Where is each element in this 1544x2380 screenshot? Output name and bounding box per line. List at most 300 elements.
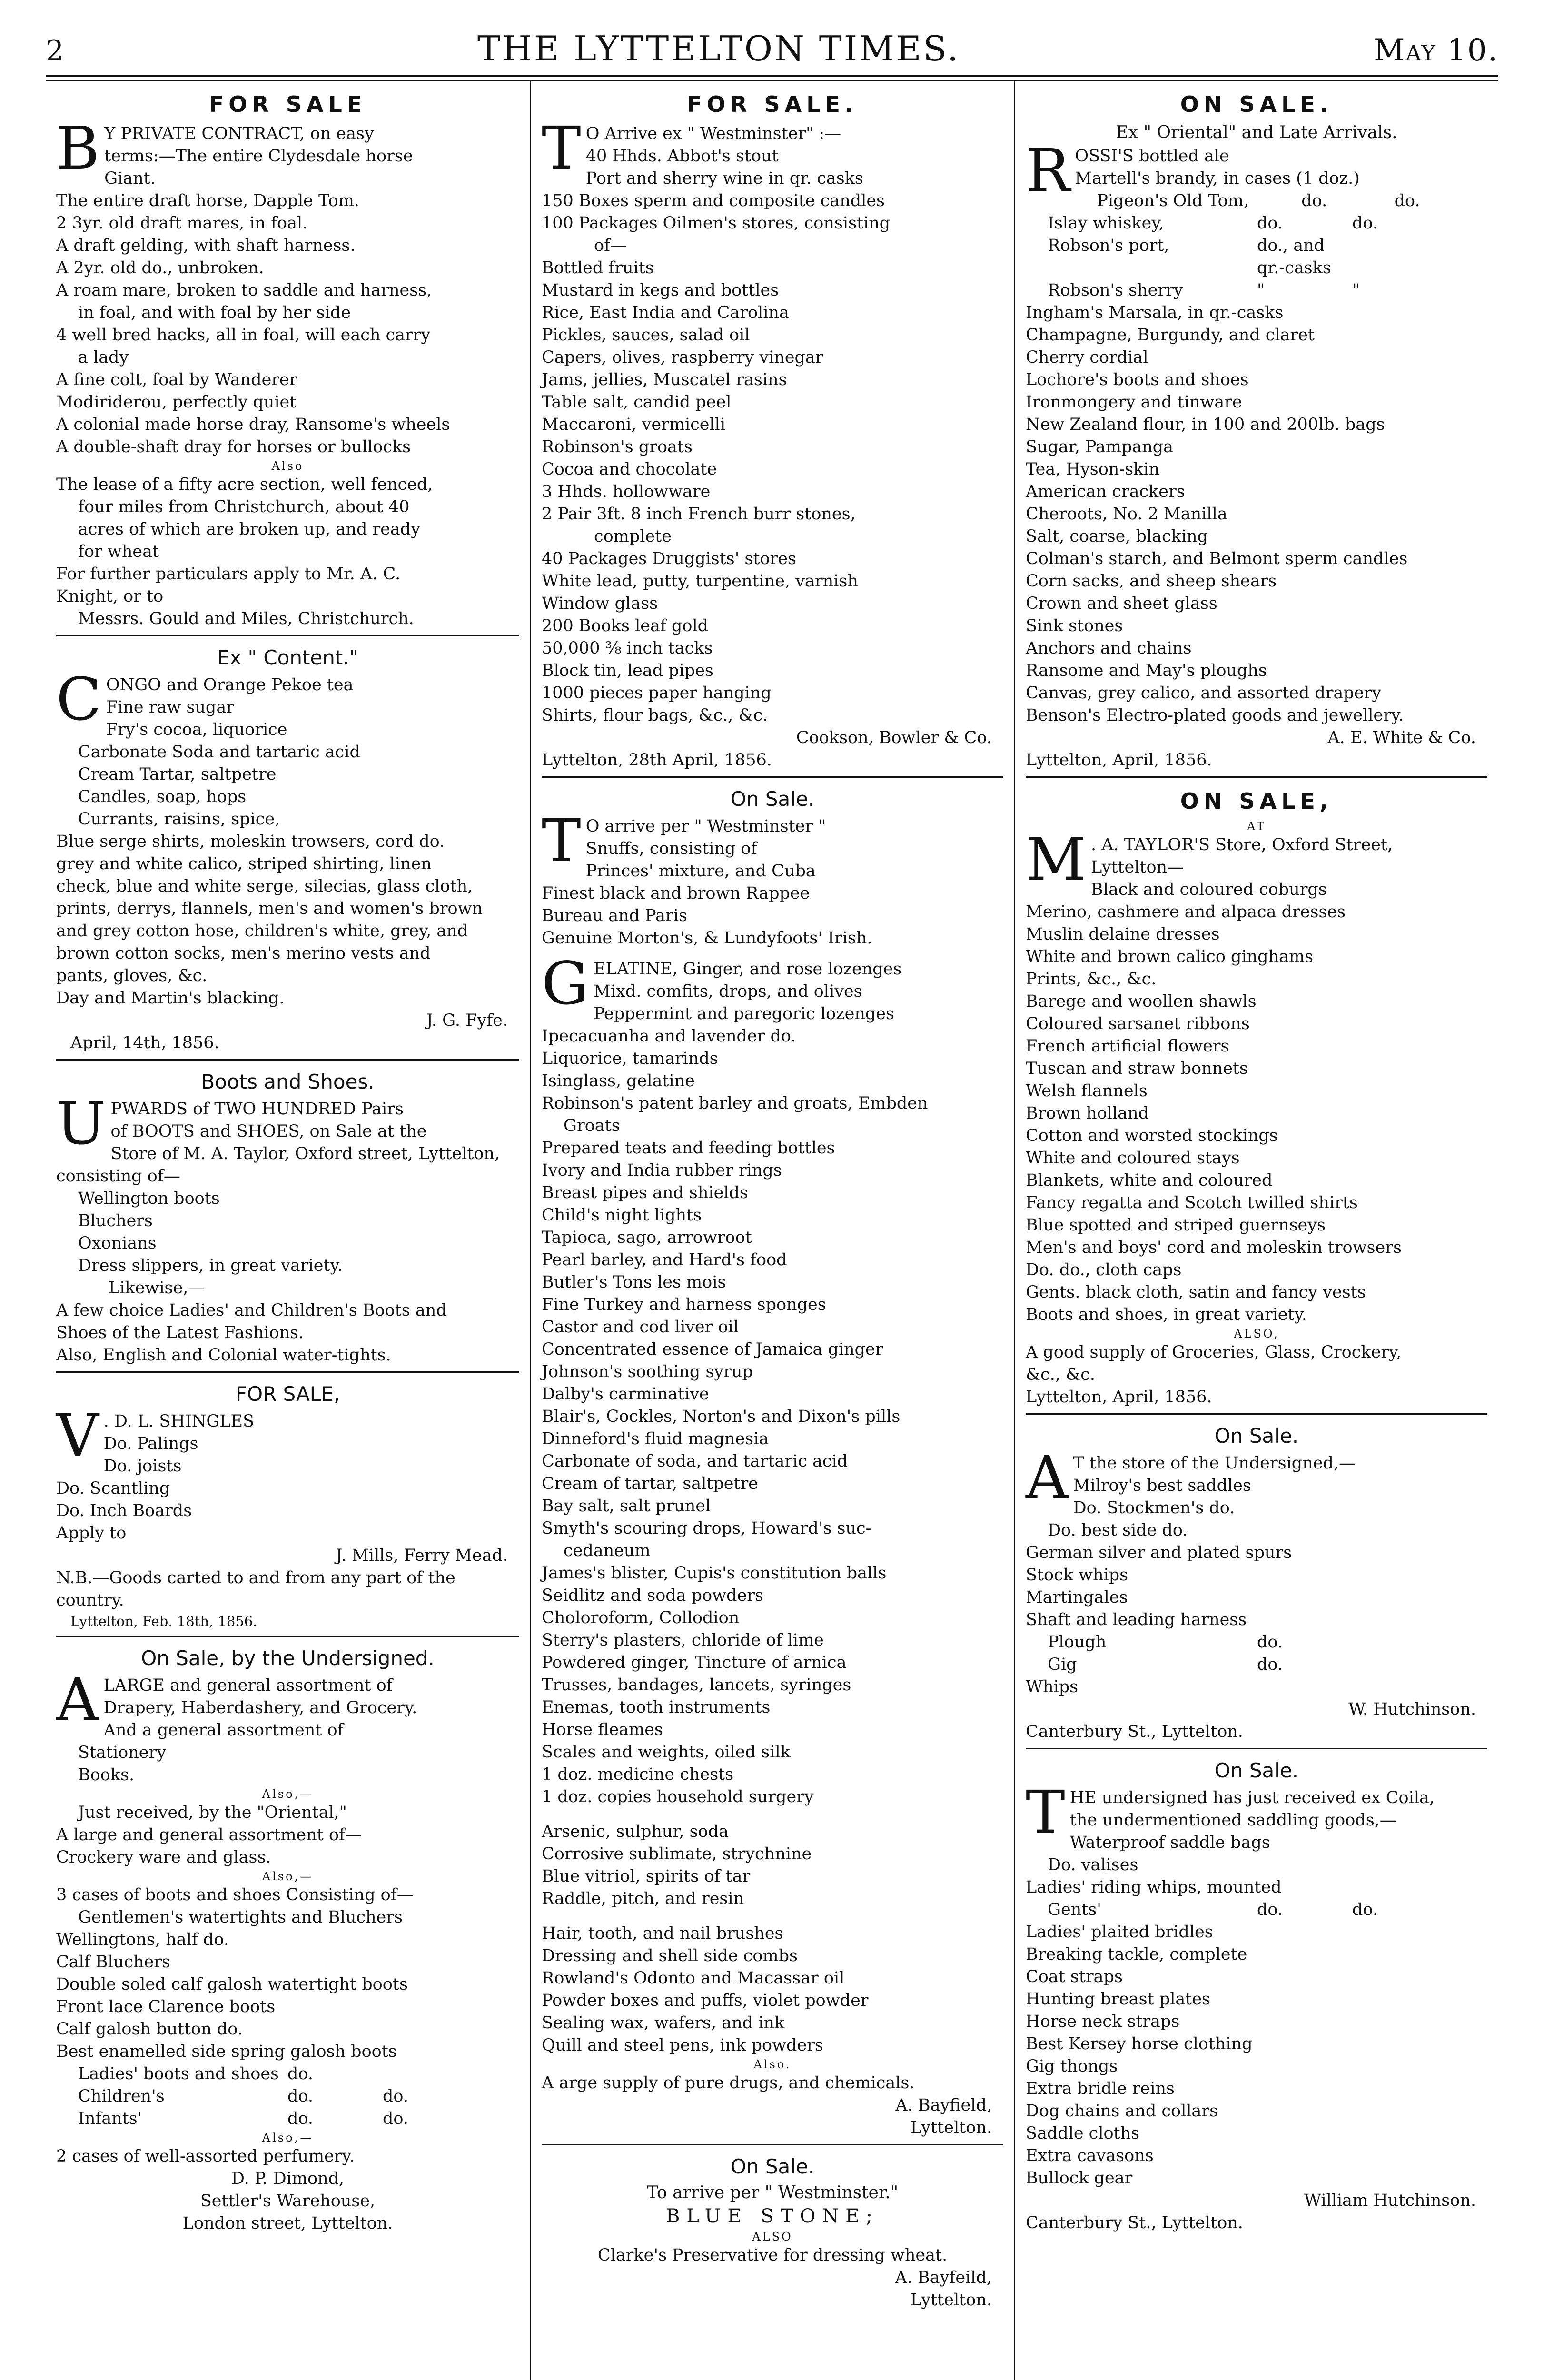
advert-line: Waterproof saddle bags: [1069, 1833, 1270, 1852]
advert-heading: ON SALE,: [1180, 788, 1333, 814]
advert-line: Apply to: [56, 1524, 127, 1543]
advert-lines: [56, 1090, 519, 1367]
advert-lines: [542, 1923, 1003, 2057]
advert-line: Rowland's Odonto and Macassar oil: [542, 1969, 845, 1988]
advert-for-sale-horses: [56, 81, 519, 635]
advert-line: Dressing and shell side combs: [542, 1946, 798, 1965]
table-cell: Gig: [1048, 1655, 1077, 1674]
advert-line: Ladies' plaited bridles: [1026, 1923, 1213, 1942]
advert-line: Seidlitz and soda powders: [542, 1586, 763, 1605]
advert-line: Prepared teats and feeding bottles: [542, 1139, 835, 1158]
advert-line: 4 well bred hacks, all in foal, will each carry: [56, 326, 431, 345]
advert-line: London street, Lyttelton.: [182, 2214, 393, 2233]
advert-line: Double soled calf galosh watertight boots: [56, 1975, 408, 1994]
advert-line: Salt, coarse, blacking: [1026, 527, 1208, 546]
advert-shingles: [56, 1371, 519, 1636]
advert-line: Carbonate Soda and tartaric acid: [78, 743, 360, 762]
advert-line: Bluchers: [78, 1211, 153, 1230]
advert-line: Cherry cordial: [1026, 348, 1148, 367]
table-row: [1026, 1654, 1487, 1676]
advert-signature: A. E. White & Co.: [1327, 728, 1476, 747]
advert-line: A. Bayfeild,: [895, 2268, 992, 2287]
advert-line: Cotton and worsted stockings: [1026, 1126, 1278, 1145]
advert-line: Giant.: [104, 169, 156, 188]
advert-heading: ON SALE.: [1180, 91, 1333, 117]
table-cell: do.: [383, 2109, 408, 2128]
advert-line: 3 cases of boots and shoes Consisting of—: [56, 1885, 414, 1904]
table-cell: do.: [287, 2064, 313, 2083]
advert-lines: [56, 1802, 519, 1869]
advert-line: Horse fleames: [542, 1720, 663, 1739]
advert-line: Quill and steel pens, ink powders: [542, 2036, 823, 2055]
advert-line: Do. valises: [1048, 1855, 1138, 1874]
advert-table: [56, 2063, 519, 2130]
table-cell: do.: [1352, 1900, 1378, 1919]
advert-line: T the store of the Undersigned,—: [1073, 1454, 1356, 1473]
advert-line: Crown and sheet glass: [1026, 594, 1217, 613]
advert-line: American crackers: [1026, 482, 1185, 501]
advert-line: 1000 pieces paper hanging: [542, 684, 772, 703]
advert-line: four miles from Christchurch, about 40: [78, 497, 410, 516]
advert-line: check, blue and white serge, silecias, glass cloth,: [56, 877, 473, 896]
drop-cap: G: [542, 950, 589, 1018]
advert-line: Lyttelton.: [910, 2118, 992, 2137]
advert-line: pants, gloves, &c.: [56, 966, 208, 985]
advert-line: Prints, &c., &c.: [1026, 970, 1157, 989]
advert-line: And a general assortment of: [103, 1721, 344, 1740]
advert-lines: [1026, 1444, 1487, 1631]
advert-line: grey and white calico, striped shirting, linen: [56, 854, 432, 873]
advert-blue-stone: [542, 2144, 1003, 2316]
advert-line: Ransome and May's ploughs: [1026, 661, 1267, 680]
also-label: Also,—: [262, 2131, 314, 2144]
advert-date: Canterbury St., Lyttelton.: [1026, 2213, 1243, 2232]
advert-lines: [56, 665, 519, 1010]
advert-line: Blue vitriol, spirits of tar: [542, 1867, 751, 1886]
advert-line: Sterry's plasters, chloride of lime: [542, 1631, 824, 1650]
table-cell: do.: [1257, 1900, 1283, 1919]
table-row: [1026, 212, 1487, 235]
advert-line: Do. best side do.: [1048, 1521, 1188, 1540]
advert-lines: [1026, 1676, 1487, 1698]
advert-signature: Cookson, Bowler & Co.: [796, 728, 992, 747]
advert-heading: FOR SALE,: [235, 1382, 340, 1406]
advert-line: Ipecacuanha and lavender do.: [542, 1027, 796, 1046]
table-cell: Pigeon's Old Tom,: [1097, 191, 1249, 210]
advert-line: Maccaroni, vermicelli: [542, 415, 726, 434]
advert-line: Corrosive sublimate, strychnine: [542, 1844, 812, 1864]
advert-line: Shaft and leading harness: [1026, 1610, 1247, 1629]
also-label: ALSO: [752, 2230, 793, 2243]
advert-line: Hair, tooth, and nail brushes: [542, 1924, 783, 1943]
advert-line: White and brown calico ginghams: [1026, 947, 1314, 966]
advert-line: Best Kersey horse clothing: [1026, 2034, 1253, 2053]
advert-line: Breast pipes and shields: [542, 1183, 748, 1202]
advert-line: Do. Inch Boards: [56, 1501, 192, 1520]
advert-line: Corn sacks, and sheep shears: [1026, 572, 1277, 591]
advert-line: Concentrated essence of Jamaica ginger: [542, 1340, 883, 1359]
advert-line: &c., &c.: [1026, 1365, 1096, 1384]
advert-line: Dog chains and collars: [1026, 2102, 1218, 2121]
advert-line: 100 Packages Oilmen's stores, consisting: [542, 214, 891, 233]
table-cell: do.: [383, 2087, 408, 2106]
table-cell: Gents': [1048, 1900, 1101, 1919]
advert-lines: [1026, 1341, 1487, 1386]
advert-line: Blue serge shirts, moleskin trowsers, cord do.: [56, 832, 445, 851]
table-cell: do.: [1257, 1633, 1283, 1652]
advert-line: Bottled fruits: [542, 258, 654, 278]
advert-line: 1 doz. copies household surgery: [542, 1787, 814, 1806]
advert-big-line: BLUE STONE;: [666, 2205, 879, 2227]
advert-heading: Ex " Content.": [217, 646, 359, 669]
advert-line: Do. Stockmen's do.: [1073, 1498, 1235, 1517]
advert-line: Pickles, sauces, salad oil: [542, 326, 750, 345]
also-label: Also,—: [262, 1787, 314, 1801]
advert-line: A. Bayfield,: [895, 2096, 992, 2115]
advert-line: Butler's Tons les mois: [542, 1273, 726, 1292]
advert-line: Books.: [78, 1765, 135, 1785]
advert-line: of BOOTS and SHOES, on Sale at the: [110, 1122, 427, 1141]
advert-line: Dress slippers, in great variety.: [78, 1256, 343, 1275]
advert-line: . A. TAYLOR'S Store, Oxford Street,: [1090, 835, 1393, 854]
table-cell: Robson's port,: [1048, 236, 1169, 255]
advert-line: Settler's Warehouse,: [200, 2192, 376, 2211]
advert-heading: FOR SALE: [208, 91, 367, 117]
advert-line: O arrive per " Westminster ": [585, 817, 826, 836]
advert-line: Bay salt, salt prunel: [542, 1497, 711, 1516]
advert-line: Crockery ware and glass.: [56, 1848, 271, 1867]
advert-line: A good supply of Groceries, Glass, Crockery,: [1026, 1343, 1402, 1362]
advert-table: [1026, 1899, 1487, 1921]
advert-line: ONGO and Orange Pekoe tea: [106, 675, 354, 694]
advert-line: acres of which are broken up, and ready: [78, 520, 420, 539]
advert-line: Smyth's scouring drops, Howard's suc-: [542, 1519, 871, 1538]
advert-line: Calf Bluchers: [56, 1953, 170, 1972]
advert-lines: [56, 2145, 519, 2168]
advert-dimond-warehouse: [56, 1636, 519, 2240]
table-cell: do.: [1352, 214, 1378, 233]
advert-table: [1026, 190, 1487, 302]
advert-line: Shirts, flour bags, &c., &c.: [542, 706, 768, 725]
advert-line: Just received, by the "Oriental,": [78, 1803, 347, 1822]
advert-line: 2 cases of well-assorted perfumery.: [56, 2147, 355, 2166]
masthead: [46, 29, 1498, 71]
advert-line: Fine raw sugar: [106, 698, 234, 717]
advert-line: Bullock gear: [1026, 2169, 1133, 2188]
drop-cap: T: [542, 807, 581, 875]
advert-line: OSSI'S bottled ale: [1075, 147, 1229, 166]
advert-heading: On Sale.: [730, 2155, 815, 2178]
advert-signature: J. G. Fyfe.: [426, 1011, 508, 1030]
drop-cap: V: [56, 1402, 99, 1470]
advert-line: Whips: [1026, 1677, 1079, 1696]
advert-saddles: [1026, 1413, 1487, 1748]
advert-line: O Arrive ex " Westminster" :—: [585, 124, 841, 143]
advert-lines: [1026, 145, 1487, 190]
advert-line: Rice, East India and Carolina: [542, 303, 789, 322]
advert-line: Castor and cod liver oil: [542, 1318, 739, 1337]
advert-line: A few choice Ladies' and Children's Boots and: [56, 1301, 447, 1320]
advert-line: A draft gelding, with shaft harness.: [56, 236, 356, 255]
table-cell: Robson's sherry: [1048, 281, 1183, 300]
advert-line: Fry's cocoa, liquorice: [106, 720, 287, 739]
advert-line: Store of M. A. Taylor, Oxford street, Lyttelton,: [110, 1144, 500, 1163]
advert-line: Lochore's boots and shoes: [1026, 370, 1249, 389]
advert-line: Princes' mixture, and Cuba: [585, 862, 816, 881]
table-cell: Plough: [1048, 1633, 1107, 1652]
advert-line: New Zealand flour, in 100 and 200lb. bags: [1026, 415, 1385, 434]
advert-line: Port and sherry wine in qr. casks: [585, 169, 863, 188]
advert-lines: [542, 807, 1003, 950]
advert-line: Saddle cloths: [1026, 2124, 1140, 2143]
advert-heading: On Sale.: [1214, 1424, 1299, 1448]
advert-lines: [56, 474, 519, 630]
advert-line: Cream Tartar, saltpetre: [78, 765, 277, 784]
advert-line: Merino, cashmere and alpaca dresses: [1026, 902, 1346, 922]
advert-line: D. P. Dimond,: [231, 2169, 345, 2188]
advert-line: Gents. black cloth, satin and fancy vests: [1026, 1283, 1366, 1302]
drop-cap: T: [1026, 1778, 1065, 1847]
advert-subheading: Ex " Oriental" and Late Arrivals.: [1116, 123, 1397, 142]
drop-cap: U: [56, 1090, 106, 1158]
advert-line: The entire draft horse, Dapple Tom.: [56, 191, 360, 210]
drop-cap: C: [56, 665, 101, 734]
advert-line: Mustard in kegs and bottles: [542, 281, 779, 300]
advert-line: consisting of—: [56, 1167, 180, 1186]
advert-line: A roam mare, broken to saddle and harness,: [56, 281, 432, 300]
advert-line: A colonial made horse dray, Ransome's wheels: [56, 415, 450, 434]
advert-line: German silver and plated spurs: [1026, 1543, 1292, 1562]
advert-line: Shoes of the Latest Fashions.: [56, 1323, 304, 1342]
advert-line: Ladies' riding whips, mounted: [1026, 1878, 1282, 1897]
advert-line: 1 doz. medicine chests: [542, 1765, 734, 1784]
advert-signature: [542, 2094, 1003, 2139]
drop-cap: B: [56, 114, 100, 183]
advert-line: Benson's Electro-plated goods and jewellery.: [1026, 706, 1404, 725]
advert-line: Likewise,—: [109, 1279, 205, 1298]
advert-line: Coloured sarsanet ribbons: [1026, 1014, 1250, 1033]
advert-line: Blue spotted and striped guernseys: [1026, 1216, 1326, 1235]
advert-line: Tuscan and straw bonnets: [1026, 1059, 1248, 1078]
advert-signature: [56, 2168, 519, 2235]
also-label: Also,—: [262, 1870, 314, 1883]
advert-lines: [1026, 1778, 1487, 1899]
advert-line: Cocoa and chocolate: [542, 460, 717, 479]
advert-taylor-store: [1026, 776, 1487, 1413]
advert-line: Canvas, grey calico, and assorted drapery: [1026, 684, 1382, 703]
advert-line: A 2yr. old do., unbroken.: [56, 258, 264, 278]
advert-line: 150 Boxes sperm and composite candles: [542, 191, 885, 210]
column-1: [46, 81, 530, 2380]
advert-line: Ironmongery and tinware: [1026, 393, 1242, 412]
advert-line: Johnson's soothing syrup: [542, 1362, 753, 1381]
advert-line: Candles, soap, hops: [78, 787, 247, 806]
table-cell: Children's: [78, 2087, 165, 2106]
also-label: Also: [271, 459, 304, 473]
advert-line: Sugar, Pampanga: [1026, 437, 1174, 456]
advert-line: Block tin, lead pipes: [542, 661, 713, 680]
table-row: [1075, 190, 1487, 212]
advert-line: Mixd. comfits, drops, and olives: [594, 982, 862, 1001]
also-label: Also.: [753, 2058, 792, 2071]
advert-line: cedaneum: [564, 1541, 651, 1560]
advert-date: April, 14th, 1856.: [70, 1033, 219, 1052]
advert-line: Milroy's best saddles: [1073, 1476, 1251, 1495]
table-row: [56, 2085, 519, 2108]
column-3: [1014, 81, 1498, 2380]
advert-line: Stationery: [78, 1743, 166, 1762]
advert-line: complete: [594, 527, 672, 546]
advert-line: Champagne, Burgundy, and claret: [1026, 326, 1315, 345]
advert-line: Messrs. Gould and Miles, Christchurch.: [78, 609, 414, 628]
advert-line: Men's and boys' cord and moleskin trowsers: [1026, 1238, 1402, 1257]
advert-line: 50,000 ⅜ inch tacks: [542, 639, 713, 658]
advert-line: Trusses, bandages, lancets, syringes: [542, 1676, 851, 1695]
advert-line: A double-shaft dray for horses or bullocks: [56, 437, 411, 456]
advert-line: Ivory and India rubber rings: [542, 1161, 782, 1180]
advert-line: Carbonate of soda, and tartaric acid: [542, 1452, 848, 1471]
advert-line: Lyttelton—: [1090, 858, 1184, 877]
table-row: [56, 2108, 519, 2130]
advert-line: for wheat: [78, 542, 159, 561]
advert-lines: [542, 114, 1003, 727]
advert-line: Sealing wax, wafers, and ink: [542, 2013, 785, 2033]
advert-line: The lease of a fifty acre section, well fenced,: [56, 475, 433, 494]
advert-date: Lyttelton, 28th April, 1856.: [542, 751, 772, 770]
masthead-rule: [46, 75, 1498, 81]
advert-line: Also, English and Colonial water-tights.: [56, 1346, 391, 1365]
advert-line: Clarke's Preservative for dressing wheat.: [597, 2246, 948, 2265]
advert-line: Muslin delaine dresses: [1026, 925, 1220, 944]
table-cell: Islay whiskey,: [1048, 214, 1164, 233]
advert-line: Modiriderou, perfectly quiet: [56, 393, 297, 412]
advert-line: Finest black and brown Rappee: [542, 884, 810, 903]
advert-date: Canterbury St., Lyttelton.: [1026, 1722, 1243, 1741]
advert-for-sale-westminster: [542, 81, 1003, 776]
advert-signature: W. Hutchinson.: [1348, 1700, 1476, 1719]
advert-line: Raddle, pitch, and resin: [542, 1889, 744, 1908]
advert-line: For further particulars apply to Mr. A. C.: [56, 565, 401, 584]
column-2: [530, 81, 1014, 2380]
advert-line: Knight, or to: [56, 587, 164, 606]
advert-signature: William Hutchinson.: [1304, 2191, 1476, 2210]
advert-line: A fine colt, foal by Wanderer: [56, 370, 297, 389]
advert-line: Cheroots, No. 2 Manilla: [1026, 505, 1227, 524]
also-label: ALSO,: [1234, 1327, 1279, 1340]
advert-line: Day and Martin's blacking.: [56, 989, 285, 1008]
advert-line: Martingales: [1026, 1588, 1128, 1607]
advert-line: 2 3yr. old draft mares, in foal.: [56, 214, 308, 233]
advert-line: Enemas, tooth instruments: [542, 1698, 771, 1717]
advert-line: 3 Hhds. hollowware: [542, 482, 711, 501]
advert-lines: [1026, 302, 1487, 727]
advert-line: . D. L. SHINGLES: [103, 1412, 255, 1431]
advert-line: Powder boxes and puffs, violet powder: [542, 1991, 869, 2010]
advert-lines: [56, 1666, 519, 1786]
advert-line: LARGE and general assortment of: [103, 1676, 393, 1695]
advert-lines: [56, 1402, 519, 1545]
advert-line: Dalby's carminative: [542, 1385, 709, 1404]
table-cell: ": [1257, 281, 1265, 300]
advert-line: prints, derrys, flannels, men's and women's brown: [56, 899, 483, 918]
advert-line: Stock whips: [1026, 1566, 1128, 1585]
advert-line: Coat straps: [1026, 1967, 1123, 1986]
page-number: 2: [46, 34, 64, 68]
advert-line: 40 Hhds. Abbot's stout: [585, 147, 779, 166]
advert-line: Do. do., cloth caps: [1026, 1260, 1182, 1279]
advert-line: Welsh flannels: [1026, 1081, 1148, 1101]
advert-signature: J. Mills, Ferry Mead.: [336, 1546, 508, 1565]
advert-line: Pearl barley, and Hard's food: [542, 1250, 787, 1269]
advert-line: Oxonians: [78, 1234, 157, 1253]
advert-line: A large and general assortment of—: [56, 1825, 362, 1844]
advert-line: Do. Scantling: [56, 1479, 170, 1498]
advert-line: terms:—The entire Clydesdale horse: [104, 147, 413, 166]
advert-lines: [1026, 825, 1487, 1326]
advert-line: Anchors and chains: [1026, 639, 1192, 658]
advert-heading: On Sale, by the Undersigned.: [141, 1646, 435, 1670]
advert-line: Currants, raisins, spice,: [78, 810, 280, 829]
advert-line: Drapery, Haberdashery, and Grocery.: [103, 1698, 417, 1717]
advert-line: the undermentioned saddling goods,—: [1069, 1811, 1396, 1830]
advert-note: N.B.—Goods carted to and from any part of the country.: [56, 1568, 455, 1610]
advert-table: [1026, 1631, 1487, 1676]
advert-line: of—: [594, 236, 627, 255]
advert-line: Barege and woollen shawls: [1026, 992, 1257, 1011]
drop-cap: A: [56, 1666, 99, 1735]
table-cell: ": [1352, 281, 1360, 300]
table-cell: do., and qr.-casks: [1257, 236, 1331, 278]
table-cell: do.: [1257, 1655, 1283, 1674]
advert-line: Sink stones: [1026, 616, 1123, 635]
advert-line: Dinneford's fluid magnesia: [542, 1429, 769, 1448]
table-cell: do.: [287, 2087, 313, 2106]
drop-cap: A: [1026, 1444, 1069, 1512]
advert-line: Ingham's Marsala, in qr.-casks: [1026, 303, 1284, 322]
advert-line: Colman's starch, and Belmont sperm candles: [1026, 549, 1408, 568]
columns: [46, 81, 1498, 2380]
advert-heading: On Sale.: [730, 787, 815, 811]
advert-line: Calf galosh button do.: [56, 2020, 243, 2039]
table-cell: Ladies' boots and shoes: [78, 2064, 279, 2083]
advert-line: Cream of tartar, saltpetre: [542, 1474, 758, 1493]
advert-lines: [56, 114, 519, 458]
table-row: [1026, 279, 1487, 302]
advert-line: Choloroform, Collodion: [542, 1608, 740, 1627]
table-row: [1026, 235, 1487, 279]
newspaper-title: THE LYTTELTON TIMES.: [477, 29, 960, 69]
table-cell: do.: [1257, 214, 1283, 233]
advert-lines: [542, 1821, 1003, 1910]
advert-line: Y PRIVATE CONTRACT, on easy: [104, 124, 374, 143]
advert-line: Black and coloured coburgs: [1090, 880, 1327, 899]
advert-line: Front lace Clarence boots: [56, 1997, 276, 2016]
advert-line: a lady: [78, 348, 129, 367]
advert-line: brown cotton socks, men's merino vests and: [56, 944, 431, 963]
table-cell: do.: [287, 2109, 313, 2128]
advert-line: Horse neck straps: [1026, 2012, 1180, 2031]
advert-heading: On Sale.: [1214, 1759, 1299, 1782]
advert-line: Bureau and Paris: [542, 906, 687, 925]
advert-signature: [542, 2267, 1003, 2311]
advert-line: Boots and shoes, in great variety.: [1026, 1305, 1307, 1324]
drop-cap: M: [1026, 825, 1086, 894]
advert-line: A arge supply of pure drugs, and chemicals.: [542, 2073, 915, 2092]
advert-line: Jams, jellies, Muscatel rasins: [542, 370, 787, 389]
advert-line: Capers, olives, raspberry vinegar: [542, 348, 823, 367]
table-cell: Infants': [78, 2109, 142, 2128]
advert-line: Do. joists: [103, 1457, 182, 1476]
